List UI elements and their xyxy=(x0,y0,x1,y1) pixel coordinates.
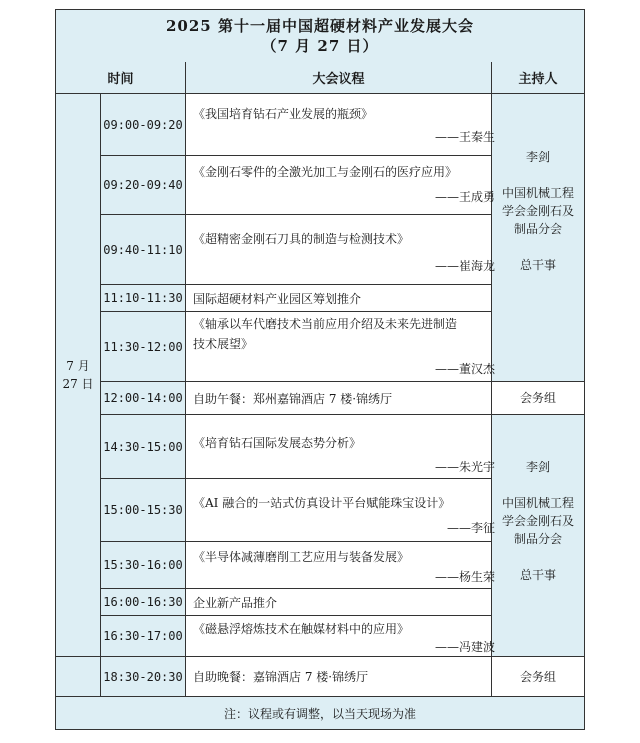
agenda-topic: 《半导体减薄磨削工艺应用与装备发展》 xyxy=(193,550,410,564)
host-org-line3: 制品分会 xyxy=(513,532,562,546)
agenda-topic: 《超精密金刚石刀具的制造与检测技术》 xyxy=(193,232,410,246)
agenda-item xyxy=(187,156,503,214)
agenda-speaker: ——李征 xyxy=(446,521,495,535)
agenda-item: 自助晚餐：嘉锦酒店 7 楼·锦绣厅 xyxy=(193,670,369,684)
agenda-speaker: ——董汉杰 xyxy=(434,362,495,376)
agenda-item xyxy=(187,312,503,381)
title-line2: （7 月 27 日） xyxy=(261,37,379,55)
date-month: 7 月 xyxy=(66,359,90,373)
host-lunch: 会务组 xyxy=(519,391,556,405)
agenda-item: 企业新产品推介 xyxy=(193,595,278,610)
agenda-item xyxy=(187,616,503,656)
agenda-topic: 《金刚石零件的全激光加工与金刚石的医疗应用》 xyxy=(193,165,458,179)
time-slot: 11:10-11:30 xyxy=(103,291,183,305)
agenda-item: 国际超硬材料产业园区筹划推介 xyxy=(193,291,362,306)
agenda-item xyxy=(187,215,503,284)
header-agenda: 大会议程 xyxy=(186,62,491,94)
agenda-topic: 《我国培育钻石产业发展的瓶颈》 xyxy=(193,107,374,121)
agenda-item xyxy=(187,94,503,155)
header-time: 时间 xyxy=(56,62,185,94)
time-slot: 09:40-11:10 xyxy=(103,242,183,257)
time-slot: 16:30-17:00 xyxy=(103,629,183,643)
time-slot: 16:00-16:30 xyxy=(103,595,183,609)
host-org-line3: 制品分会 xyxy=(513,222,562,236)
header-host: 主持人 xyxy=(492,62,584,94)
agenda-speaker: ——王成勇 xyxy=(434,190,495,204)
agenda-item xyxy=(187,415,503,478)
host-org-line1: 中国机械工程 xyxy=(501,186,574,200)
host-role: 总干事 xyxy=(519,258,556,272)
agenda-item: 自助午餐：郑州嘉锦酒店 7 楼·锦绣厅 xyxy=(193,391,393,406)
agenda-speaker: ——崔海龙 xyxy=(434,259,495,273)
agenda-topic-line1: 《轴承以车代磨技术当前应用介绍及未来先进制造 xyxy=(193,317,458,331)
agenda-speaker: ——冯建波 xyxy=(434,640,495,654)
agenda-topic: 《磁悬浮熔炼技术在触媒材料中的应用》 xyxy=(193,622,410,636)
agenda-speaker: ——朱光宇 xyxy=(434,460,495,474)
agenda-table xyxy=(55,9,585,730)
agenda-speaker: ——王秦生 xyxy=(434,130,495,144)
agenda-item xyxy=(187,479,503,541)
host-org-line2: 学会金刚石及 xyxy=(501,514,574,528)
agenda-topic-line2: 技术展望》 xyxy=(193,337,254,351)
time-slot: 09:00-09:20 xyxy=(103,117,183,132)
time-slot: 15:00-15:30 xyxy=(103,503,183,517)
time-slot: 18:30-20:30 xyxy=(103,669,183,684)
time-slot: 12:00-14:00 xyxy=(103,391,183,405)
host-dinner: 会务组 xyxy=(519,669,556,684)
host-org-line1: 中国机械工程 xyxy=(501,496,574,510)
date-band-evening xyxy=(56,657,100,696)
agenda-item xyxy=(187,542,503,588)
date-day: 27 日 xyxy=(62,377,94,391)
agenda-topic: 《培育钻石国际发展态势分析》 xyxy=(193,436,362,450)
title-line1: 2025 第十一届中国超硬材料产业发展大会 xyxy=(166,17,474,35)
host-morning xyxy=(492,148,584,274)
date-cell xyxy=(56,94,100,656)
host-afternoon xyxy=(492,458,584,584)
host-name: 李剑 xyxy=(525,150,550,164)
agenda-topic: 《AI 融合的一站式仿真设计平台赋能珠宝设计》 xyxy=(193,496,451,510)
table-title xyxy=(56,10,584,63)
host-org-line2: 学会金刚石及 xyxy=(501,204,574,218)
time-slot: 14:30-15:00 xyxy=(103,439,183,454)
host-role: 总干事 xyxy=(519,568,556,582)
host-name: 李剑 xyxy=(525,460,550,474)
time-slot: 15:30-16:00 xyxy=(103,558,183,572)
time-slot: 11:30-12:00 xyxy=(103,339,183,354)
time-slot: 09:20-09:40 xyxy=(103,178,183,192)
footer-note: 注：议程或有调整，以当天现场为准 xyxy=(56,697,584,729)
agenda-speaker: ——杨生荣 xyxy=(434,570,495,584)
